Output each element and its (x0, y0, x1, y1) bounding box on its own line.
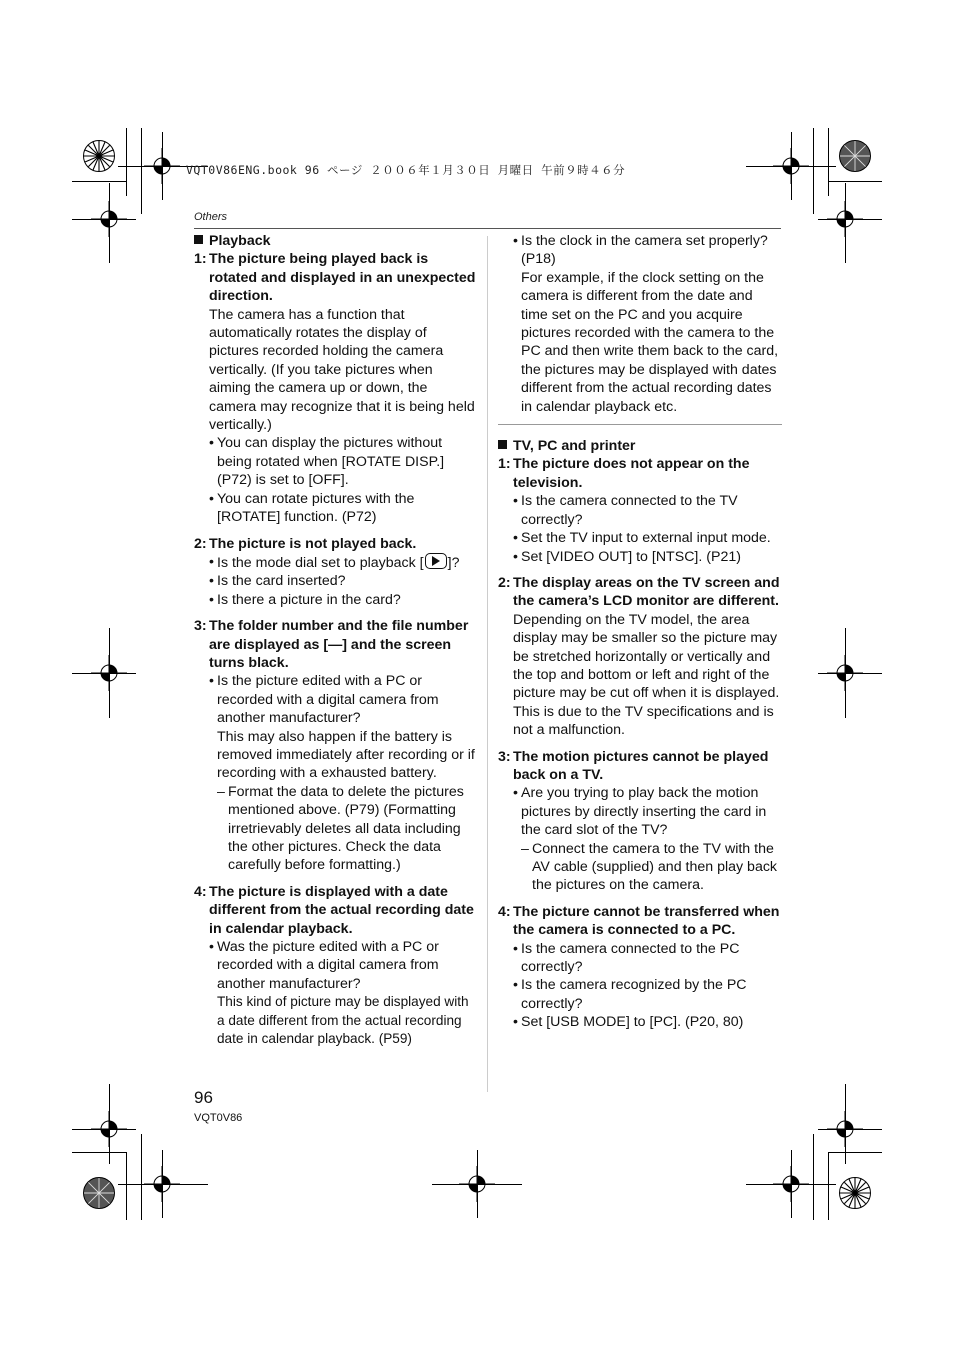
bullet-item: • Is the clock in the camera set properly? (P18) (513, 233, 768, 268)
square-bullet-icon (498, 440, 507, 449)
dash-item: – Connect the camera to the TV with the AV cable (supplied) and then play back the pictures on the camera. (521, 840, 778, 894)
print-file-info: VQT0V86ENG.book 96 ページ ２００６年１月３０日 月曜日 午前９時４６分 (186, 163, 626, 177)
bullet-item: • Are you trying to play back the motion pictures by directly inserting the card in the card slot of the TV? (513, 785, 767, 839)
bullet-item: • You can display the pictures without being rotated when [ROTATE DISP.] (P72) is set to [OFF]. (209, 435, 445, 489)
registration-rosette-dark-icon (838, 139, 872, 173)
header-rule (194, 228, 781, 229)
bullet-item: • Was the picture edited with a PC or recorded with a digital camera from another manufacturer? (209, 939, 439, 992)
section-label: Others (194, 211, 228, 223)
section-divider (498, 424, 782, 425)
question-heading: 1: The picture being played back is rotated and displayed in an unexpected direction. (194, 251, 476, 305)
bullet-continuation: For example, if the clock setting on the camera is different from the date and time set on the PC and you acquire pictures recorded with the camera to the PC and then write them back to the card, the pictures may be displayed with dates different from the actual recording dates in calendar playback etc. (521, 269, 779, 415)
bullet-continuation: This may also happen if the battery is removed immediately after recording or if recording with a exhausted battery. (217, 728, 475, 782)
model-code: VQT0V86 (194, 1112, 243, 1124)
bullet-item: • Set the TV input to external input mode. (513, 530, 771, 547)
bullet-item: • Is the camera recognized by the PC correctly? (513, 977, 747, 1012)
right-column (498, 232, 782, 1032)
playback-mode-icon (425, 553, 447, 569)
question-heading: 3: The folder number and the file number are displayed as [—] and the screen turns black. (194, 618, 469, 671)
question-heading: 4: The picture cannot be transferred when the camera is connected to a PC. (498, 903, 780, 939)
bullet-item: • Set [VIDEO OUT] to [NTSC]. (P21) (513, 548, 741, 565)
bullet-continuation: This kind of picture may be displayed with a date different from the actual recording date in calendar playback. (P59) (217, 994, 469, 1047)
bullet-item: • Is the picture edited with a PC or recorded with a digital camera from another manufacturer? (209, 673, 439, 727)
question-heading: 2: The display areas on the TV screen and the camera’s LCD monitor are different. (498, 574, 780, 610)
bullet-item: • Is the camera connected to the PC correctly? (513, 940, 740, 976)
registration-rosette-icon (838, 1176, 872, 1210)
square-bullet-icon (194, 235, 203, 244)
bullet-item: • Is the card inserted? (209, 573, 346, 590)
registration-rosette-icon (82, 139, 116, 173)
bullet-item: • You can rotate pictures with the [ROTATE] function. (P72) (209, 490, 415, 526)
answer-paragraph: Depending on the TV model, the area display may be smaller so the picture may be stretched horizontally or vertically and the top and bottom or left and right of the picture may be cut off when it is displayed. This is due to the TV specifications and is not a malfunction. (513, 611, 780, 739)
bullet-item: • Is there a picture in the card? (209, 591, 401, 608)
section-heading-tv-pc-printer: TV, PC and printer (498, 437, 782, 455)
question-heading: 4: The picture is displayed with a date different from the actual recording date in calendar playback. (194, 883, 474, 937)
question-heading: 1: The picture does not appear on the television. (498, 456, 750, 491)
registration-rosette-dark-icon (82, 1176, 116, 1210)
dash-item: – Format the data to delete the pictures mentioned above. (P79) (Formatting irretrievably deletes all data including the other pictures. Check the data carefully before formatting.) (217, 783, 464, 874)
bullet-item: • Is the camera connected to the TV correctly? (513, 493, 738, 528)
bullet-item: • Is the mode dial set to playback [ ]? (209, 553, 460, 571)
left-column (194, 232, 476, 1048)
section-heading-playback: Playback (194, 232, 476, 250)
page-number: 96 (194, 1088, 213, 1107)
question-heading: 2: The picture is not played back. (194, 535, 417, 552)
answer-paragraph: The camera has a function that automatically rotates the display of pictures recorded holding the camera vertically. (If you take pictures when aiming the camera up or down, the camera may recognize that it is being held vertically.) (209, 306, 475, 434)
bullet-item: • Set [USB MODE] to [PC]. (P20, 80) (513, 1014, 744, 1031)
column-divider (487, 236, 488, 1092)
question-heading: 3: The motion pictures cannot be played back on a TV. (498, 748, 769, 783)
